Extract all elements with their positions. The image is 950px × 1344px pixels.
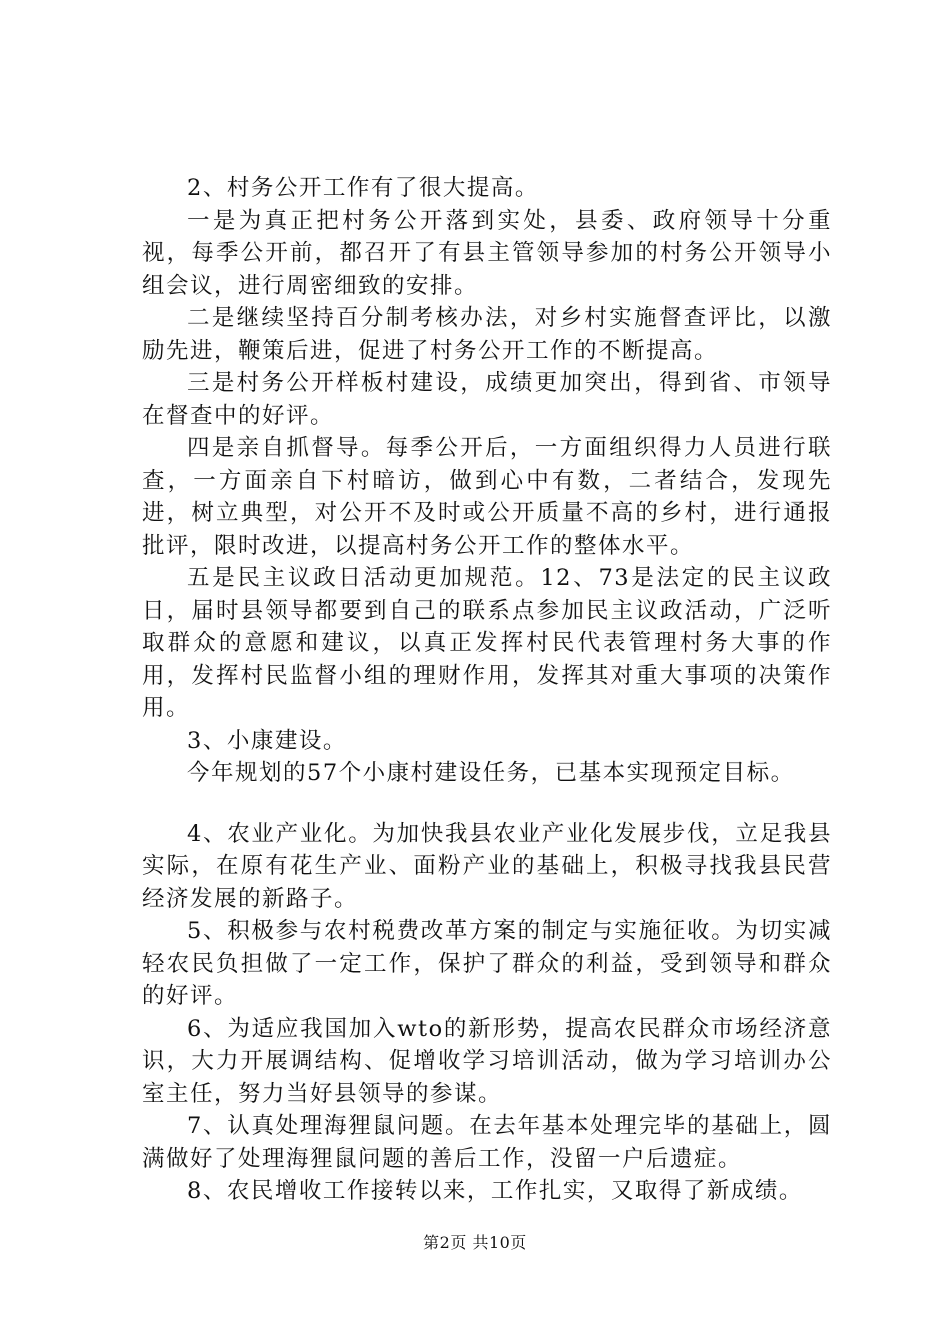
page-footer [0,1233,950,1253]
paragraph-point-one: 一是为真正把村务公开落到实处，县委、政府领导十分重视，每季公开前，都召开了有县主管领导参加的村务公开领导小组会议，进行周密细致的安排。 [142,207,832,299]
paragraph-point-two: 二是继续坚持百分制考核办法，对乡村实施督查评比，以激励先进，鞭策后进，促进了村务公开工作的不断提高。 [142,305,832,364]
paragraph-nutria-issue: 7、认真处理海狸鼠问题。在去年基本处理完毕的基础上，圆满做好了处理海狸鼠问题的善后工作，没留一户后遗症。 [142,1113,832,1172]
page-number-label: 第2页 共10页 [423,1233,527,1252]
paragraph-point-five: 五是民主议政日活动更加规范。12、73是法定的民主议政日，届时县领导都要到自己的联系点参加民主议政活动，广泛听取群众的意愿和建议，以真正发挥村民代表管理村务大事的作用，发挥村民监督小组的理财作用，发挥其对重大事项的决策作用。 [142,565,832,721]
paragraph-wto-training: 6、为适应我国加入wto的新形势，提高农民群众市场经济意识，大力开展调结构、促增收学习培训活动，做为学习培训办公室主任，努力当好县领导的参谋。 [142,1015,832,1107]
document-body [142,172,832,1208]
paragraph-xiaokang-detail: 今年规划的57个小康村建设任务，已基本实现预定目标。 [187,760,795,786]
paragraph-agriculture-industrialization: 4、农业产业化。为加快我县农业产业化发展步伐，立足我县实际，在原有花生产业、面粉产业的基础上，积极寻找我县民营经济发展的新路子。 [142,820,832,912]
paragraph-farmer-income: 8、农民增收工作接转以来，工作扎实，又取得了新成绩。 [187,1178,803,1204]
paragraph-point-four: 四是亲自抓督导。每季公开后，一方面组织得力人员进行联查，一方面亲自下村暗访，做到心中有数，二者结合，发现先进，树立典型，对公开不及时或公开质量不高的乡村，进行通报批评，限时改进，以提高村务公开工作的整体水平。 [142,435,832,559]
paragraph-tax-reform: 5、积极参与农村税费改革方案的制定与实施征收。为切实减轻农民负担做了一定工作，保护了群众的利益，受到领导和群众的好评。 [142,918,832,1009]
paragraph-xiaokang-heading: 3、小康建设。 [187,727,347,754]
paragraph-point-three: 三是村务公开样板村建设，成绩更加突出，得到省、市领导在督查中的好评。 [142,370,832,429]
paragraph-village-affairs-heading: 2、村务公开工作有了很大提高。 [187,175,539,201]
